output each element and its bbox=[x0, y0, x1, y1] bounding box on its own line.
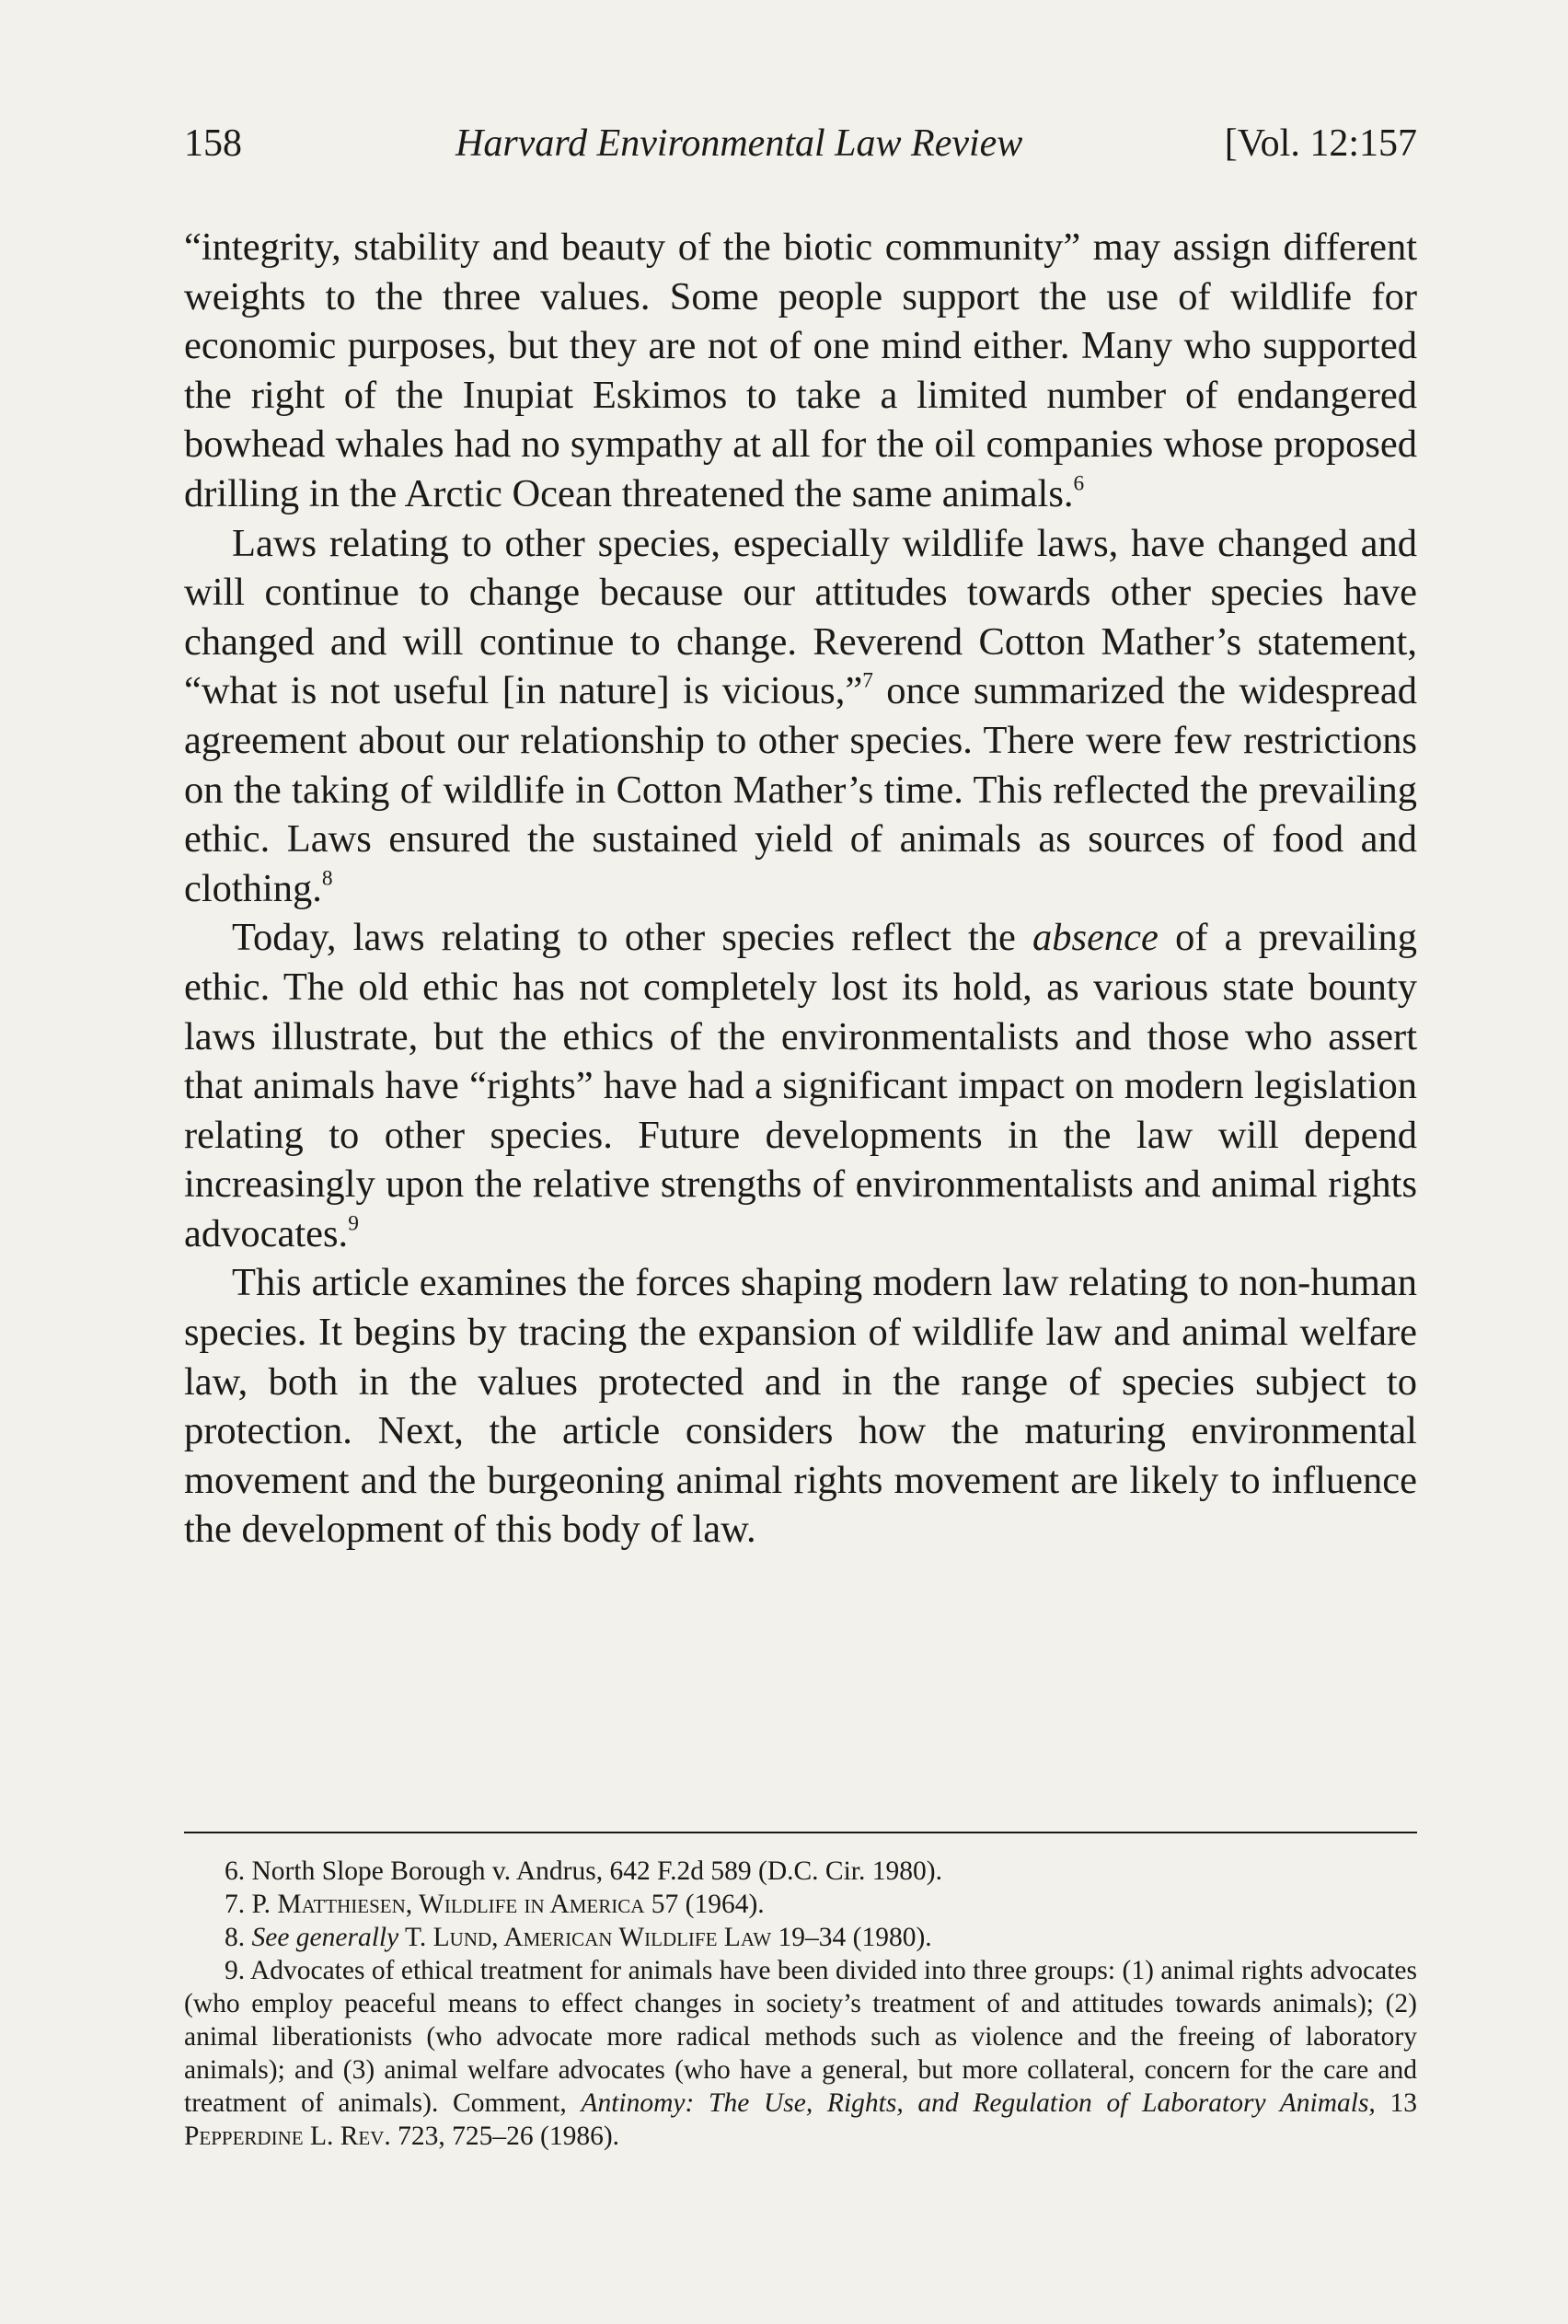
paragraph-2 bbox=[184, 519, 1417, 914]
paragraph-3-text-a: Today, laws relating to other species reflect the bbox=[232, 916, 1033, 960]
paragraph-1 bbox=[184, 223, 1417, 519]
footnote-8-text-c: 19–34 (1980). bbox=[771, 1923, 932, 1952]
footnote-7-smallcaps: Matthiesen, Wildlife in America bbox=[277, 1890, 645, 1919]
paragraph-1-text: “integrity, stability and beauty of the biotic community” may assign different weights to the three values. Some people support the use of wildlife for economic purposes, but they are not of one mind either. Many who supported the right of the Inupiat Eskimos to take a limited number of endangered bowhead whales had no sympathy at all for the oil companies whose proposed drilling in the Arctic Ocean threatened the same animals. bbox=[184, 225, 1417, 515]
footnote-8-text-b: T. bbox=[398, 1923, 433, 1952]
article-body bbox=[184, 223, 1417, 1555]
footnote-8-signal: See generally bbox=[251, 1923, 399, 1952]
footnote-divider bbox=[184, 1832, 1417, 1833]
footnote-6 bbox=[184, 1855, 1417, 1888]
footnote-8-text-a: 8. bbox=[225, 1923, 252, 1952]
footnote-ref-6[interactable]: 6 bbox=[1073, 471, 1085, 496]
paragraph-4 bbox=[184, 1258, 1417, 1555]
paragraph-3 bbox=[184, 913, 1417, 1258]
footnote-9-text-b: 13 bbox=[1375, 2088, 1417, 2118]
footnote-ref-9[interactable]: 9 bbox=[348, 1211, 359, 1236]
paragraph-3-text-b: of a prevailing ethic. The old ethic has not completely lost its hold, as various state bounty laws illustrate, but the ethics of the environmentalists and those who assert that animals have “rights” have had a significant impact on modern legislation relating to other species. Future developments in the law will depend increasingly upon the relative strengths of environmentalists and animal rights advocates. bbox=[184, 916, 1417, 1255]
running-header bbox=[184, 118, 1417, 169]
footnote-9-smallcaps: Pepperdine L. Rev. bbox=[184, 2122, 391, 2151]
footnote-6-text: 6. North Slope Borough v. Andrus, 642 F.2d 589 (D.C. Cir. 1980). bbox=[225, 1856, 942, 1886]
paragraph-4-text: This article examines the forces shaping modern law relating to non-human species. It begins by tracing the expansion of wildlife law and animal welfare law, both in the values protected and in the range of species subject to protection. Next, the article considers how the maturing environmental movement and the burgeoning animal rights movement are likely to influence the development of this body of law. bbox=[184, 1261, 1417, 1552]
footnote-9-title: Antinomy: The Use, Rights, and Regulation of Laboratory Animals, bbox=[581, 2088, 1376, 2118]
footnote-9-text-a: 9. Advocates of ethical treatment for animals have been divided into three groups: (1) animal rights advocates (who employ peaceful means to effect changes in society’s treatment of and attitudes towards animals); (2) animal liberationists (who advocate more radical methods such as violence and the freeing of laboratory animals); and (3) animal welfare advocates (who have a general, but more collateral, concern for the care and treatment of animals). Comment, bbox=[184, 1956, 1417, 2118]
footnote-7-text-b: 57 (1964). bbox=[644, 1890, 765, 1919]
footnote-ref-7[interactable]: 7 bbox=[862, 668, 873, 693]
footnote-8 bbox=[184, 1921, 1417, 1954]
footnote-7 bbox=[184, 1888, 1417, 1921]
footnote-9 bbox=[184, 1954, 1417, 2153]
footnote-8-smallcaps: Lund, American Wildlife Law bbox=[432, 1923, 772, 1952]
footnote-9-text-c: 723, 725–26 (1986). bbox=[390, 2122, 620, 2151]
paragraph-2-text-b: once summarized the widespread agreement about our relationship to other species. There were few restrictions on the taking of wildlife in Cotton Mather’s time. This reflected the prevailing ethic. Laws ensured the sustained yield of animals as sources of food and clothing. bbox=[184, 669, 1417, 910]
page-number: 158 bbox=[184, 122, 242, 165]
footnote-7-text-a: 7. P. bbox=[225, 1890, 278, 1919]
paragraph-3-emphasis: absence bbox=[1032, 916, 1159, 960]
paragraph-2-text-a: Laws relating to other species, especially wildlife laws, have changed and will continue to change because our attitudes towards other species have changed and will continue to change. Reverend Cotton Mather’s statement, “what is not useful [in nature] is vicious,” bbox=[184, 521, 1417, 713]
volume-citation: [Vol. 12:157 bbox=[1224, 122, 1417, 165]
journal-title: Harvard Environmental Law Review bbox=[455, 122, 1023, 165]
footnotes bbox=[184, 1855, 1417, 2153]
footnote-ref-8[interactable]: 8 bbox=[321, 866, 333, 891]
